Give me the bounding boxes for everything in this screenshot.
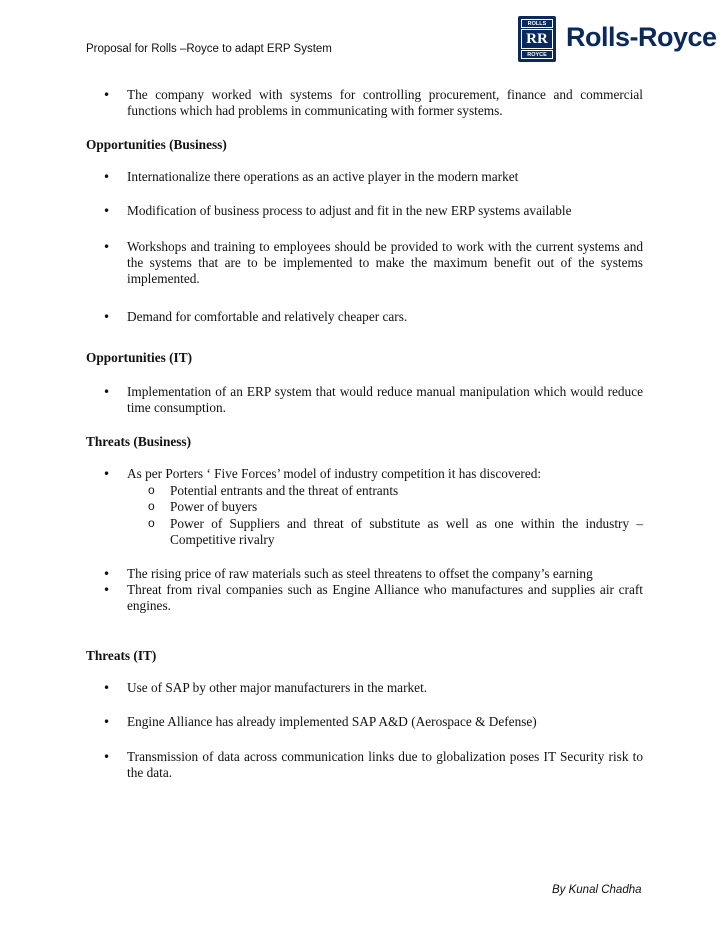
list-item: • Modification of business process to adjust and fit in the new ERP systems available	[127, 203, 643, 219]
list-item: • The company worked with systems for controlling procurement, finance and commercial functions which had problems in communicating with former systems.	[127, 87, 643, 119]
section-heading: Threats (Business)	[86, 434, 192, 449]
sub-list-item: o Power of Suppliers and threat of substitute as well as one within the industry – Competitive rivalry	[170, 516, 643, 548]
author-footer: By Kunal Chadha	[552, 884, 642, 896]
list-item: • Use of SAP by other major manufacturers in the market.	[127, 680, 643, 696]
sub-list-item: o Potential entrants and the threat of entrants	[170, 483, 643, 499]
sub-list-item: o Power of buyers	[170, 499, 643, 515]
rolls-royce-logo	[518, 16, 718, 64]
list-item: • As per Porters ‘ Five Forces’ model of industry competition it has discovered:	[127, 466, 643, 482]
list-item: • Workshops and training to employees should be provided to work with the current systems and the systems that are to be implemented to make the maximum benefit out of the systems implemented.	[127, 239, 643, 287]
list-item: • The rising price of raw materials such as steel threatens to offset the company’s earning	[127, 566, 643, 582]
list-item: • Implementation of an ERP system that would reduce manual manipulation which would reduce time consumption.	[127, 384, 643, 416]
badge-monogram: RR	[521, 29, 553, 49]
list-item: • Engine Alliance has already implemented SAP A&D (Aerospace & Defense)	[127, 714, 643, 730]
list-item: • Threat from rival companies such as Engine Alliance who manufactures and supplies air craft engines.	[127, 582, 643, 614]
section-heading: Opportunities (IT)	[86, 350, 193, 365]
list-item: • Transmission of data across communication links due to globalization poses IT Security risk to the data.	[127, 749, 643, 781]
list-item: • Internationalize there operations as an active player in the modern market	[127, 169, 643, 185]
badge-top-text: ROLLS	[521, 19, 553, 28]
section-heading: Opportunities (Business)	[86, 137, 227, 152]
list-item: • Demand for comfortable and relatively cheaper cars.	[127, 309, 643, 325]
logo-wordmark: Rolls-Royce	[566, 22, 717, 52]
badge-bottom-text: ROYCE	[521, 50, 553, 59]
section-heading: Threats (IT)	[86, 648, 157, 663]
rr-badge-icon	[518, 16, 556, 62]
document-title: Proposal for Rolls –Royce to adapt ERP System	[86, 43, 332, 55]
